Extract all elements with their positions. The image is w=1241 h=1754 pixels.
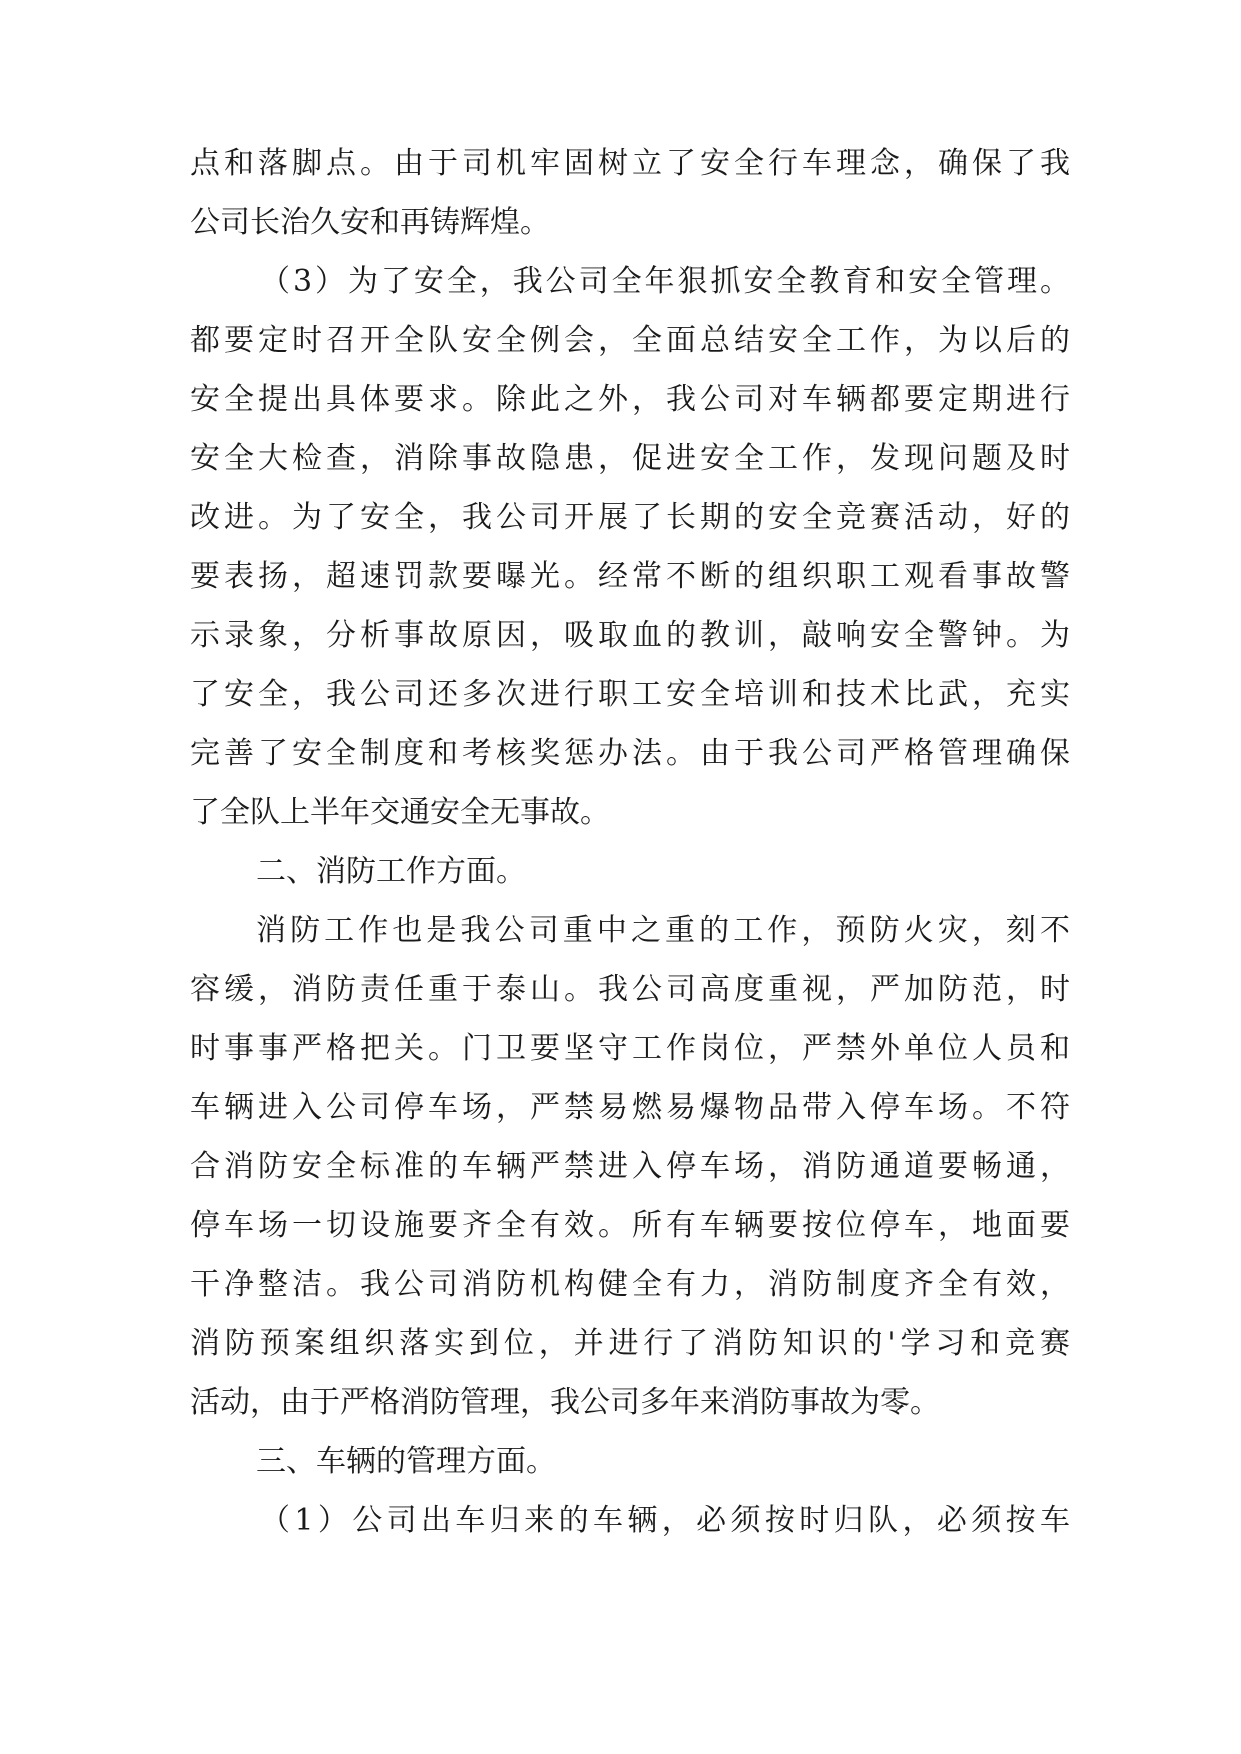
text-line: 车辆进入公司停车场，严禁易燃易爆物品带入停车场。不符	[190, 1090, 1070, 1125]
text-line: （3）为了安全，我公司全年狠抓安全教育和安全管理。	[260, 264, 1070, 299]
text-line: 公司长治久安和再铸辉煌。	[190, 205, 550, 240]
text-line: 时事事严格把关。门卫要坚守工作岗位，严禁外单位人员和	[190, 1031, 1070, 1066]
section-heading: 二、消防工作方面。	[256, 854, 526, 889]
text-line: 容缓，消防责任重于泰山。我公司高度重视，严加防范，时	[190, 972, 1070, 1007]
text-line: 要表扬，超速罚款要曝光。经常不断的组织职工观看事故警	[190, 559, 1070, 594]
document-body	[190, 134, 1070, 1550]
text-line: 合消防安全标准的车辆严禁进入停车场，消防通道要畅通，	[190, 1149, 1070, 1184]
text-line: 点和落脚点。由于司机牢固树立了安全行车理念，确保了我	[190, 146, 1070, 181]
text-line: 了全队上半年交通安全无事故。	[190, 795, 610, 830]
text-line: 改进。为了安全，我公司开展了长期的安全竞赛活动，好的	[190, 500, 1070, 535]
section-heading: 三、车辆的管理方面。	[256, 1444, 556, 1479]
text-line: 消防预案组织落实到位，并进行了消防知识的'学习和竞赛	[190, 1326, 1070, 1361]
text-line: 安全提出具体要求。除此之外，我公司对车辆都要定期进行	[190, 382, 1070, 417]
text-line: 干净整洁。我公司消防机构健全有力，消防制度齐全有效，	[190, 1267, 1070, 1302]
text-line: （1）公司出车归来的车辆，必须按时归队，必须按车	[260, 1503, 1070, 1538]
text-line: 安全大检查，消除事故隐患，促进安全工作，发现问题及时	[190, 441, 1070, 476]
text-line: 都要定时召开全队安全例会，全面总结安全工作，为以后的	[190, 323, 1070, 358]
text-line: 消防工作也是我公司重中之重的工作，预防火灾，刻不	[256, 913, 1070, 948]
text-line: 停车场一切设施要齐全有效。所有车辆要按位停车，地面要	[190, 1208, 1070, 1243]
text-line: 示录象，分析事故原因，吸取血的教训，敲响安全警钟。为	[190, 618, 1070, 653]
text-line: 了安全，我公司还多次进行职工安全培训和技术比武，充实	[190, 677, 1070, 712]
text-line: 完善了安全制度和考核奖惩办法。由于我公司严格管理确保	[190, 736, 1070, 771]
text-line: 活动，由于严格消防管理，我公司多年来消防事故为零。	[190, 1385, 940, 1420]
